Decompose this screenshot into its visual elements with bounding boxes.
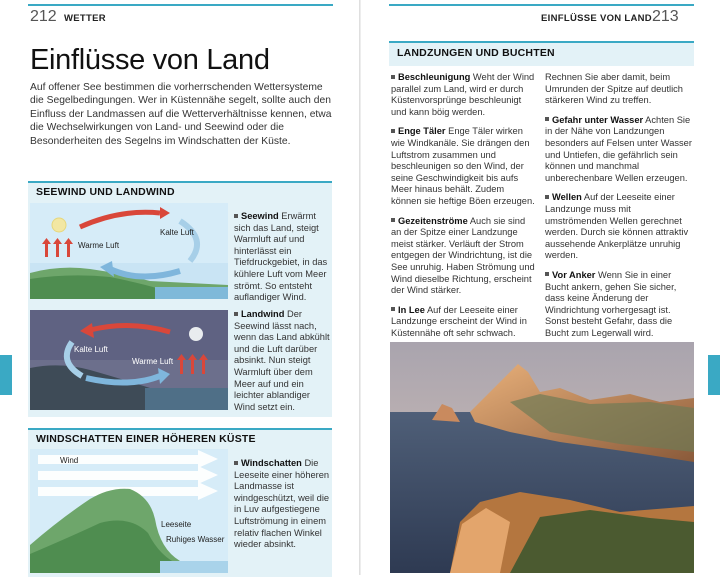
para-vor-anker: Vor Anker Wenn Sie in einer Bucht ankern, gehen Sie sicher, dass keine Änderung der Windrichtung vorhergesagt ist. Sonst besteht Gefahr, dass die Bucht zum Legerwall wird. bbox=[545, 269, 677, 338]
section-title-windschatten: WINDSCHATTEN EINER HÖHEREN KÜSTE bbox=[36, 433, 256, 445]
label-warm-air-1: Warme Luft bbox=[78, 241, 120, 250]
column-1 bbox=[391, 72, 537, 347]
thumb-tab-right bbox=[708, 355, 720, 395]
page-number-left: 212 bbox=[30, 8, 57, 25]
label-ruhiges-wasser: Ruhiges Wasser bbox=[166, 535, 225, 544]
bullet-icon bbox=[545, 272, 549, 276]
landwind-text: Landwind Der Seewind lässt nach, wenn das Land abkühlt und die Luft darüber absinkt. Nun steigt Warmluft über dem Meer auf und ein leichter ablandiger Wind setzt ein. bbox=[234, 309, 330, 412]
section-title-landzungen: LANDZUNGEN UND BUCHTEN bbox=[397, 47, 555, 59]
landwind-diagram bbox=[30, 310, 228, 410]
para-in-lee: In Lee Auf der Leeseite einer Landzunge erscheint der Wind in Küstennähe oft sehr schwach. bbox=[391, 304, 527, 338]
book-gutter bbox=[359, 0, 361, 575]
section-title-seewind: SEEWIND UND LANDWIND bbox=[36, 186, 175, 198]
bullet-icon bbox=[391, 75, 395, 79]
para-wellen: Wellen Auf der Leeseite einer Landzunge muss mit umströmenden Wellen gerechnet werden. Durch sie können attraktiv aussehende Ankerplätze unruhig werden. bbox=[545, 192, 689, 261]
headland-photo bbox=[390, 342, 694, 573]
intro-paragraph: Auf offener See bestimmen die vorherrschenden Wettersysteme die Segelbedingungen. Wer in Küstennähe segelt, sollte auch den Einfluss der Landmassen auf die Wetterverhältnisse kennen, etwa die Wechselwirkungen von Land- und Seewind oder die Besonderheiten des Segelns im Windschatten der Küste. bbox=[30, 82, 332, 147]
bullet-icon bbox=[391, 218, 395, 222]
bullet-icon bbox=[234, 461, 238, 465]
label-cold-air-1: Kalte Luft bbox=[160, 228, 194, 237]
label-cold-air-2: Kalte Luft bbox=[74, 345, 108, 354]
bullet-icon bbox=[234, 214, 238, 218]
windschatten-text: Windschatten Die Leeseite einer höheren Landmasse ist windgeschützt, weil die in Luv aufgestiegene Luftströmung in einem relativ flachen Winkel wieder absinkt. bbox=[234, 458, 330, 550]
running-head-right: EINFLÜSSE VON LAND bbox=[541, 13, 652, 24]
para-gezeitenstroeme: Gezeitenströme Auch sie sind an der Spitze einer Landzunge meist stärker. Verläuft der Strom entgegen der Windrichtung, ist die See unruhig. Haben Strömung und Wind dieselbe Richtung, erscheint der Wind stärker. bbox=[391, 215, 535, 296]
page-title: Einflüsse von Land bbox=[30, 44, 270, 76]
header-rule-right bbox=[389, 4, 694, 6]
label-wind: Wind bbox=[60, 456, 79, 465]
running-head-left: WETTER bbox=[64, 13, 106, 24]
bullet-icon bbox=[391, 129, 395, 133]
para-enge-taeler: Enge Täler Enge Täler wirken wie Windkanäle. Sie drängen den Luftstrom zusammen und beschleunigen so den Wind, der seine Geschwindigkeit bis aufs Meer hinaus behält. Zudem können sie heftige Böen erzeugen. bbox=[391, 126, 535, 206]
seewind-text: Seewind Erwärmt sich das Land, steigt Warmluft auf und hinterlässt ein Tiefdruckgebiet, in das kühlere Luft vom Meer strömt. So entsteht auflandiger Wind. bbox=[234, 211, 328, 303]
header-rule-left bbox=[28, 4, 333, 6]
thumb-tab-left bbox=[0, 355, 12, 395]
para-gefahr-unter-wasser: Gefahr unter Wasser Achten Sie in der Nähe von Landzungen besonders auf Felsen unter Wasser und Untiefen, die gefährlich sein können und manchmal unberechenbare Wellen erzeugen. bbox=[545, 114, 692, 183]
windschatten-diagram bbox=[30, 449, 228, 573]
page-number-right: 213 bbox=[652, 8, 679, 25]
bullet-icon bbox=[545, 117, 549, 121]
column-2 bbox=[545, 72, 693, 347]
para-in-lee-continued: Rechnen Sie aber damit, beim Umrunden der Spitze auf deutlich stärkeren Wind zu treffen. bbox=[545, 72, 683, 106]
bullet-icon bbox=[234, 312, 238, 316]
para-beschleunigung: Beschleunigung Weht der Wind parallel zum Land, wird er durch Küstenvorsprünge beschleunigt und kann böig werden. bbox=[391, 72, 535, 117]
label-warm-air-2: Warme Luft bbox=[132, 357, 174, 366]
label-leeseite: Leeseite bbox=[161, 520, 192, 529]
bullet-icon bbox=[545, 195, 549, 199]
bullet-icon bbox=[391, 307, 395, 311]
seewind-diagram bbox=[30, 203, 228, 299]
